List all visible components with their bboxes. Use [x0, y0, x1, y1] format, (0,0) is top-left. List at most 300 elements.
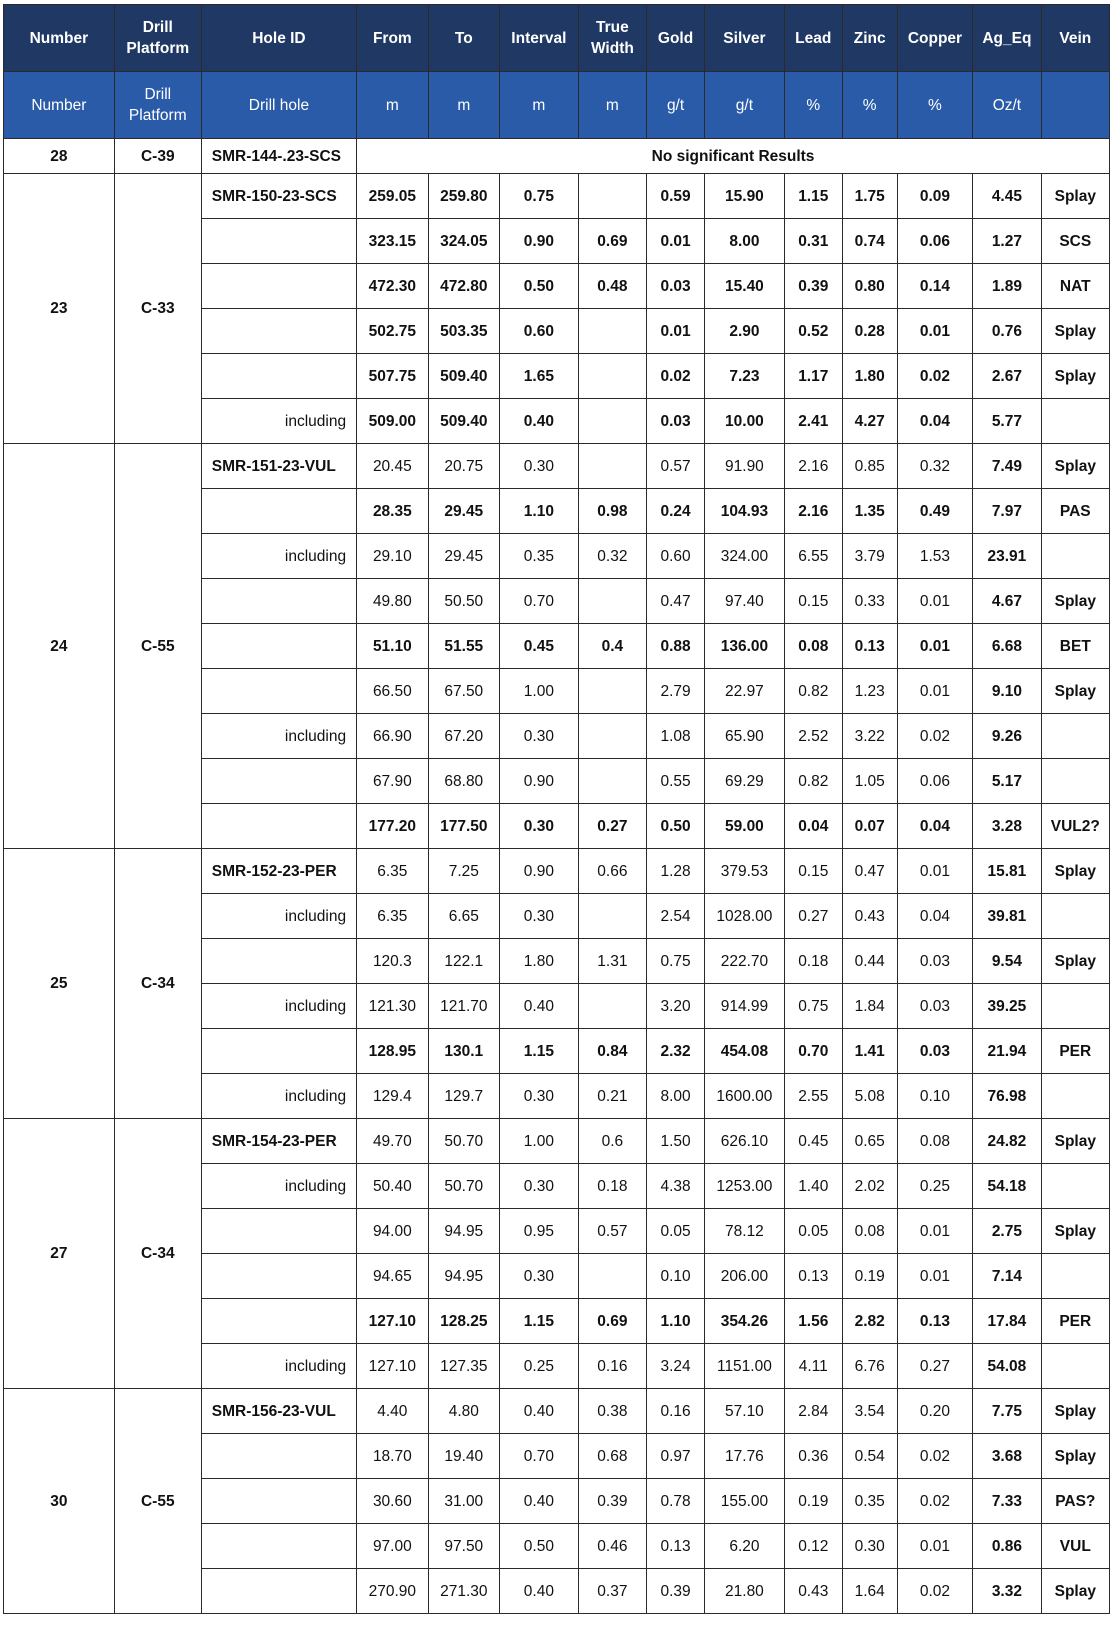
cell-to: 259.80: [428, 174, 499, 219]
cell-lead: 1.17: [784, 354, 842, 399]
cell-silver: 1253.00: [705, 1164, 785, 1209]
cell-true-width: 1.31: [578, 939, 646, 984]
header-true-width: True Width: [578, 5, 646, 72]
cell-copper: 0.04: [897, 894, 973, 939]
cell-lead: 0.04: [784, 804, 842, 849]
row-drill-platform: C-55: [114, 444, 201, 849]
cell-copper: 0.03: [897, 984, 973, 1029]
including-label: including: [201, 894, 356, 939]
cell-from: 94.65: [357, 1254, 428, 1299]
hole-id-cell: [201, 264, 356, 309]
cell-gold: 2.54: [647, 894, 705, 939]
cell-silver: 69.29: [705, 759, 785, 804]
unit-ag-eq: Oz/t: [973, 72, 1041, 139]
cell-interval: 0.90: [500, 759, 579, 804]
cell-interval: 1.65: [500, 354, 579, 399]
cell-from: 67.90: [357, 759, 428, 804]
cell-copper: 0.01: [897, 669, 973, 714]
cell-to: 29.45: [428, 534, 499, 579]
cell-gold: 0.03: [647, 399, 705, 444]
table-row: [4, 1119, 1110, 1164]
cell-silver: 379.53: [705, 849, 785, 894]
table-row: [4, 139, 1110, 174]
cell-zinc: 0.65: [842, 1119, 897, 1164]
cell-copper: 0.01: [897, 1209, 973, 1254]
cell-vein: Splay: [1041, 1569, 1109, 1614]
cell-ag-eq: 7.75: [973, 1389, 1041, 1434]
cell-vein: PER: [1041, 1029, 1109, 1074]
row-number: 25: [4, 849, 115, 1119]
cell-gold: 0.47: [647, 579, 705, 624]
cell-true-width: 0.21: [578, 1074, 646, 1119]
hole-id-cell: SMR-144-.23-SCS: [201, 139, 356, 174]
cell-copper: 0.01: [897, 624, 973, 669]
header-interval: Interval: [500, 5, 579, 72]
cell-vein: Splay: [1041, 1434, 1109, 1479]
cell-from: 29.10: [357, 534, 428, 579]
cell-gold: 0.50: [647, 804, 705, 849]
cell-copper: 0.09: [897, 174, 973, 219]
cell-gold: 0.75: [647, 939, 705, 984]
including-label: including: [201, 1164, 356, 1209]
cell-gold: 0.59: [647, 174, 705, 219]
cell-lead: 2.41: [784, 399, 842, 444]
cell-vein: [1041, 714, 1109, 759]
cell-zinc: 0.54: [842, 1434, 897, 1479]
including-label: including: [201, 984, 356, 1029]
cell-ag-eq: 3.28: [973, 804, 1041, 849]
cell-zinc: 2.82: [842, 1299, 897, 1344]
cell-gold: 0.10: [647, 1254, 705, 1299]
cell-from: 472.30: [357, 264, 428, 309]
cell-zinc: 1.23: [842, 669, 897, 714]
table-row: [4, 174, 1110, 219]
cell-copper: 0.01: [897, 579, 973, 624]
cell-silver: 104.93: [705, 489, 785, 534]
including-label: including: [201, 399, 356, 444]
cell-ag-eq: 9.10: [973, 669, 1041, 714]
cell-from: 127.10: [357, 1344, 428, 1389]
cell-lead: 0.19: [784, 1479, 842, 1524]
cell-silver: 15.40: [705, 264, 785, 309]
header-gold: Gold: [647, 5, 705, 72]
cell-ag-eq: 5.17: [973, 759, 1041, 804]
including-label: including: [201, 1074, 356, 1119]
cell-to: 29.45: [428, 489, 499, 534]
cell-vein: Splay: [1041, 669, 1109, 714]
cell-true-width: 0.16: [578, 1344, 646, 1389]
cell-gold: 1.08: [647, 714, 705, 759]
cell-vein: Splay: [1041, 849, 1109, 894]
cell-to: 20.75: [428, 444, 499, 489]
cell-silver: 2.90: [705, 309, 785, 354]
row-drill-platform: C-33: [114, 174, 201, 444]
cell-from: 30.60: [357, 1479, 428, 1524]
cell-interval: 0.30: [500, 1254, 579, 1299]
header-row-titles: [4, 5, 1110, 72]
cell-zinc: 3.22: [842, 714, 897, 759]
cell-to: 7.25: [428, 849, 499, 894]
cell-copper: 0.02: [897, 354, 973, 399]
cell-zinc: 0.44: [842, 939, 897, 984]
cell-silver: 454.08: [705, 1029, 785, 1074]
cell-to: 6.65: [428, 894, 499, 939]
hole-id-cell: [201, 804, 356, 849]
cell-zinc: 1.35: [842, 489, 897, 534]
cell-vein: [1041, 1074, 1109, 1119]
cell-from: 127.10: [357, 1299, 428, 1344]
header-vein: Vein: [1041, 5, 1109, 72]
cell-ag-eq: 4.45: [973, 174, 1041, 219]
cell-vein: [1041, 1344, 1109, 1389]
hole-id-cell: SMR-151-23-VUL: [201, 444, 356, 489]
cell-copper: 0.10: [897, 1074, 973, 1119]
cell-ag-eq: 3.32: [973, 1569, 1041, 1614]
cell-silver: 1028.00: [705, 894, 785, 939]
cell-copper: 0.08: [897, 1119, 973, 1164]
cell-to: 129.7: [428, 1074, 499, 1119]
cell-silver: 324.00: [705, 534, 785, 579]
cell-zinc: 1.80: [842, 354, 897, 399]
cell-lead: 4.11: [784, 1344, 842, 1389]
cell-zinc: 0.08: [842, 1209, 897, 1254]
cell-gold: 0.60: [647, 534, 705, 579]
cell-lead: 0.45: [784, 1119, 842, 1164]
hole-id-cell: [201, 1434, 356, 1479]
cell-silver: 7.23: [705, 354, 785, 399]
cell-true-width: 0.57: [578, 1209, 646, 1254]
cell-to: 509.40: [428, 354, 499, 399]
cell-from: 129.4: [357, 1074, 428, 1119]
cell-copper: 0.01: [897, 1254, 973, 1299]
cell-vein: [1041, 759, 1109, 804]
cell-lead: 0.31: [784, 219, 842, 264]
hole-id-cell: [201, 624, 356, 669]
cell-vein: [1041, 984, 1109, 1029]
unit-to: m: [428, 72, 499, 139]
no-results-cell: No significant Results: [357, 139, 1110, 174]
cell-lead: 0.15: [784, 579, 842, 624]
cell-true-width: [578, 714, 646, 759]
unit-hole-id: Drill hole: [201, 72, 356, 139]
cell-ag-eq: 9.54: [973, 939, 1041, 984]
cell-interval: 0.40: [500, 984, 579, 1029]
cell-lead: 0.05: [784, 1209, 842, 1254]
cell-true-width: [578, 984, 646, 1029]
cell-vein: SCS: [1041, 219, 1109, 264]
cell-gold: 1.10: [647, 1299, 705, 1344]
cell-copper: 0.02: [897, 1479, 973, 1524]
hole-id-cell: [201, 1524, 356, 1569]
cell-interval: 0.25: [500, 1344, 579, 1389]
cell-gold: 2.79: [647, 669, 705, 714]
cell-true-width: [578, 579, 646, 624]
cell-to: 127.35: [428, 1344, 499, 1389]
cell-vein: Splay: [1041, 354, 1109, 399]
cell-from: 20.45: [357, 444, 428, 489]
cell-to: 122.1: [428, 939, 499, 984]
cell-vein: Splay: [1041, 939, 1109, 984]
cell-from: 509.00: [357, 399, 428, 444]
cell-gold: 3.20: [647, 984, 705, 1029]
cell-ag-eq: 2.75: [973, 1209, 1041, 1254]
cell-to: 128.25: [428, 1299, 499, 1344]
hole-id-cell: SMR-154-23-PER: [201, 1119, 356, 1164]
cell-ag-eq: 7.49: [973, 444, 1041, 489]
including-label: including: [201, 534, 356, 579]
results-table-container: [3, 4, 1110, 1614]
header-hole-id: Hole ID: [201, 5, 356, 72]
cell-copper: 0.01: [897, 309, 973, 354]
cell-interval: 0.70: [500, 579, 579, 624]
cell-vein: Splay: [1041, 444, 1109, 489]
cell-silver: 17.76: [705, 1434, 785, 1479]
cell-to: 31.00: [428, 1479, 499, 1524]
hole-id-cell: [201, 489, 356, 534]
cell-to: 271.30: [428, 1569, 499, 1614]
hole-id-cell: [201, 219, 356, 264]
cell-true-width: 0.66: [578, 849, 646, 894]
hole-id-cell: SMR-152-23-PER: [201, 849, 356, 894]
cell-from: 49.80: [357, 579, 428, 624]
cell-gold: 0.39: [647, 1569, 705, 1614]
cell-zinc: 0.28: [842, 309, 897, 354]
cell-copper: 0.49: [897, 489, 973, 534]
cell-silver: 354.26: [705, 1299, 785, 1344]
cell-lead: 2.16: [784, 489, 842, 534]
cell-interval: 0.30: [500, 1074, 579, 1119]
cell-gold: 8.00: [647, 1074, 705, 1119]
cell-zinc: 0.74: [842, 219, 897, 264]
cell-interval: 1.15: [500, 1299, 579, 1344]
row-number: 30: [4, 1389, 115, 1614]
unit-interval: m: [500, 72, 579, 139]
cell-lead: 2.84: [784, 1389, 842, 1434]
cell-ag-eq: 7.97: [973, 489, 1041, 534]
cell-zinc: 0.80: [842, 264, 897, 309]
cell-zinc: 1.05: [842, 759, 897, 804]
cell-true-width: [578, 894, 646, 939]
cell-ag-eq: 5.77: [973, 399, 1041, 444]
cell-vein: Splay: [1041, 174, 1109, 219]
cell-to: 50.70: [428, 1164, 499, 1209]
hole-id-cell: [201, 1209, 356, 1254]
cell-ag-eq: 1.89: [973, 264, 1041, 309]
cell-from: 18.70: [357, 1434, 428, 1479]
cell-from: 66.90: [357, 714, 428, 759]
cell-interval: 1.15: [500, 1029, 579, 1074]
cell-from: 120.3: [357, 939, 428, 984]
cell-silver: 57.10: [705, 1389, 785, 1434]
cell-zinc: 0.30: [842, 1524, 897, 1569]
cell-interval: 0.40: [500, 1389, 579, 1434]
cell-copper: 0.03: [897, 939, 973, 984]
cell-copper: 0.02: [897, 1569, 973, 1614]
cell-from: 6.35: [357, 894, 428, 939]
cell-gold: 0.03: [647, 264, 705, 309]
cell-true-width: 0.6: [578, 1119, 646, 1164]
cell-interval: 0.90: [500, 849, 579, 894]
cell-zinc: 4.27: [842, 399, 897, 444]
cell-interval: 1.00: [500, 1119, 579, 1164]
cell-true-width: [578, 399, 646, 444]
cell-gold: 0.57: [647, 444, 705, 489]
cell-true-width: 0.18: [578, 1164, 646, 1209]
cell-gold: 0.05: [647, 1209, 705, 1254]
cell-lead: 0.75: [784, 984, 842, 1029]
unit-true-width: m: [578, 72, 646, 139]
cell-gold: 1.50: [647, 1119, 705, 1164]
cell-from: 66.50: [357, 669, 428, 714]
cell-ag-eq: 54.08: [973, 1344, 1041, 1389]
cell-ag-eq: 6.68: [973, 624, 1041, 669]
cell-lead: 2.52: [784, 714, 842, 759]
cell-to: 472.80: [428, 264, 499, 309]
cell-silver: 65.90: [705, 714, 785, 759]
cell-silver: 1600.00: [705, 1074, 785, 1119]
cell-true-width: [578, 354, 646, 399]
cell-lead: 0.82: [784, 759, 842, 804]
cell-zinc: 0.13: [842, 624, 897, 669]
cell-lead: 0.18: [784, 939, 842, 984]
cell-ag-eq: 1.27: [973, 219, 1041, 264]
cell-to: 121.70: [428, 984, 499, 1029]
cell-zinc: 3.79: [842, 534, 897, 579]
cell-gold: 0.13: [647, 1524, 705, 1569]
cell-zinc: 0.07: [842, 804, 897, 849]
cell-interval: 0.75: [500, 174, 579, 219]
cell-vein: VUL2?: [1041, 804, 1109, 849]
cell-to: 67.50: [428, 669, 499, 714]
cell-copper: 0.25: [897, 1164, 973, 1209]
cell-from: 323.15: [357, 219, 428, 264]
cell-from: 97.00: [357, 1524, 428, 1569]
cell-ag-eq: 0.86: [973, 1524, 1041, 1569]
unit-from: m: [357, 72, 428, 139]
cell-from: 259.05: [357, 174, 428, 219]
cell-copper: 0.03: [897, 1029, 973, 1074]
cell-true-width: [578, 444, 646, 489]
cell-ag-eq: 7.33: [973, 1479, 1041, 1524]
header-lead: Lead: [784, 5, 842, 72]
cell-from: 6.35: [357, 849, 428, 894]
cell-true-width: 0.48: [578, 264, 646, 309]
cell-interval: 0.40: [500, 1569, 579, 1614]
cell-copper: 0.20: [897, 1389, 973, 1434]
cell-lead: 1.40: [784, 1164, 842, 1209]
cell-silver: 22.97: [705, 669, 785, 714]
cell-silver: 8.00: [705, 219, 785, 264]
cell-vein: PAS: [1041, 489, 1109, 534]
cell-to: 97.50: [428, 1524, 499, 1569]
unit-zinc: %: [842, 72, 897, 139]
cell-silver: 97.40: [705, 579, 785, 624]
header-number: Number: [4, 5, 115, 72]
cell-from: 177.20: [357, 804, 428, 849]
cell-interval: 0.50: [500, 1524, 579, 1569]
hole-id-cell: [201, 1254, 356, 1299]
header-zinc: Zinc: [842, 5, 897, 72]
cell-copper: 0.32: [897, 444, 973, 489]
cell-lead: 0.15: [784, 849, 842, 894]
cell-interval: 0.90: [500, 219, 579, 264]
cell-lead: 0.12: [784, 1524, 842, 1569]
cell-vein: Splay: [1041, 1119, 1109, 1164]
cell-from: 50.40: [357, 1164, 428, 1209]
unit-number: Number: [4, 72, 115, 139]
cell-silver: 6.20: [705, 1524, 785, 1569]
cell-vein: [1041, 894, 1109, 939]
unit-drill-platform: Drill Platform: [114, 72, 201, 139]
cell-interval: 0.50: [500, 264, 579, 309]
cell-ag-eq: 39.25: [973, 984, 1041, 1029]
cell-ag-eq: 39.81: [973, 894, 1041, 939]
cell-interval: 0.40: [500, 1479, 579, 1524]
hole-id-cell: SMR-156-23-VUL: [201, 1389, 356, 1434]
cell-lead: 1.56: [784, 1299, 842, 1344]
cell-ag-eq: 24.82: [973, 1119, 1041, 1164]
cell-from: 507.75: [357, 354, 428, 399]
including-label: including: [201, 1344, 356, 1389]
cell-copper: 0.01: [897, 849, 973, 894]
cell-true-width: 0.4: [578, 624, 646, 669]
cell-zinc: 0.35: [842, 1479, 897, 1524]
cell-to: 19.40: [428, 1434, 499, 1479]
cell-to: 4.80: [428, 1389, 499, 1434]
hole-id-cell: [201, 1479, 356, 1524]
cell-vein: [1041, 534, 1109, 579]
cell-ag-eq: 9.26: [973, 714, 1041, 759]
cell-to: 94.95: [428, 1254, 499, 1299]
cell-vein: PAS?: [1041, 1479, 1109, 1524]
cell-true-width: [578, 669, 646, 714]
header-copper: Copper: [897, 5, 973, 72]
cell-copper: 0.04: [897, 399, 973, 444]
hole-id-cell: [201, 309, 356, 354]
cell-interval: 0.30: [500, 444, 579, 489]
cell-lead: 0.39: [784, 264, 842, 309]
cell-lead: 6.55: [784, 534, 842, 579]
cell-ag-eq: 7.14: [973, 1254, 1041, 1299]
cell-from: 94.00: [357, 1209, 428, 1254]
cell-interval: 0.95: [500, 1209, 579, 1254]
hole-id-cell: [201, 1299, 356, 1344]
cell-copper: 0.06: [897, 759, 973, 804]
cell-gold: 2.32: [647, 1029, 705, 1074]
cell-ag-eq: 17.84: [973, 1299, 1041, 1344]
cell-silver: 15.90: [705, 174, 785, 219]
cell-from: 502.75: [357, 309, 428, 354]
cell-interval: 1.80: [500, 939, 579, 984]
cell-zinc: 2.02: [842, 1164, 897, 1209]
hole-id-cell: [201, 1029, 356, 1074]
table-header: [4, 5, 1110, 139]
cell-true-width: 0.37: [578, 1569, 646, 1614]
cell-vein: BET: [1041, 624, 1109, 669]
hole-id-cell: [201, 759, 356, 804]
cell-from: 121.30: [357, 984, 428, 1029]
cell-zinc: 1.84: [842, 984, 897, 1029]
cell-true-width: 0.84: [578, 1029, 646, 1074]
drill-results-table: [3, 4, 1110, 1614]
header-ag-eq: Ag_Eq: [973, 5, 1041, 72]
cell-ag-eq: 54.18: [973, 1164, 1041, 1209]
header-to: To: [428, 5, 499, 72]
cell-lead: 0.70: [784, 1029, 842, 1074]
cell-lead: 2.55: [784, 1074, 842, 1119]
cell-interval: 0.30: [500, 1164, 579, 1209]
cell-vein: NAT: [1041, 264, 1109, 309]
